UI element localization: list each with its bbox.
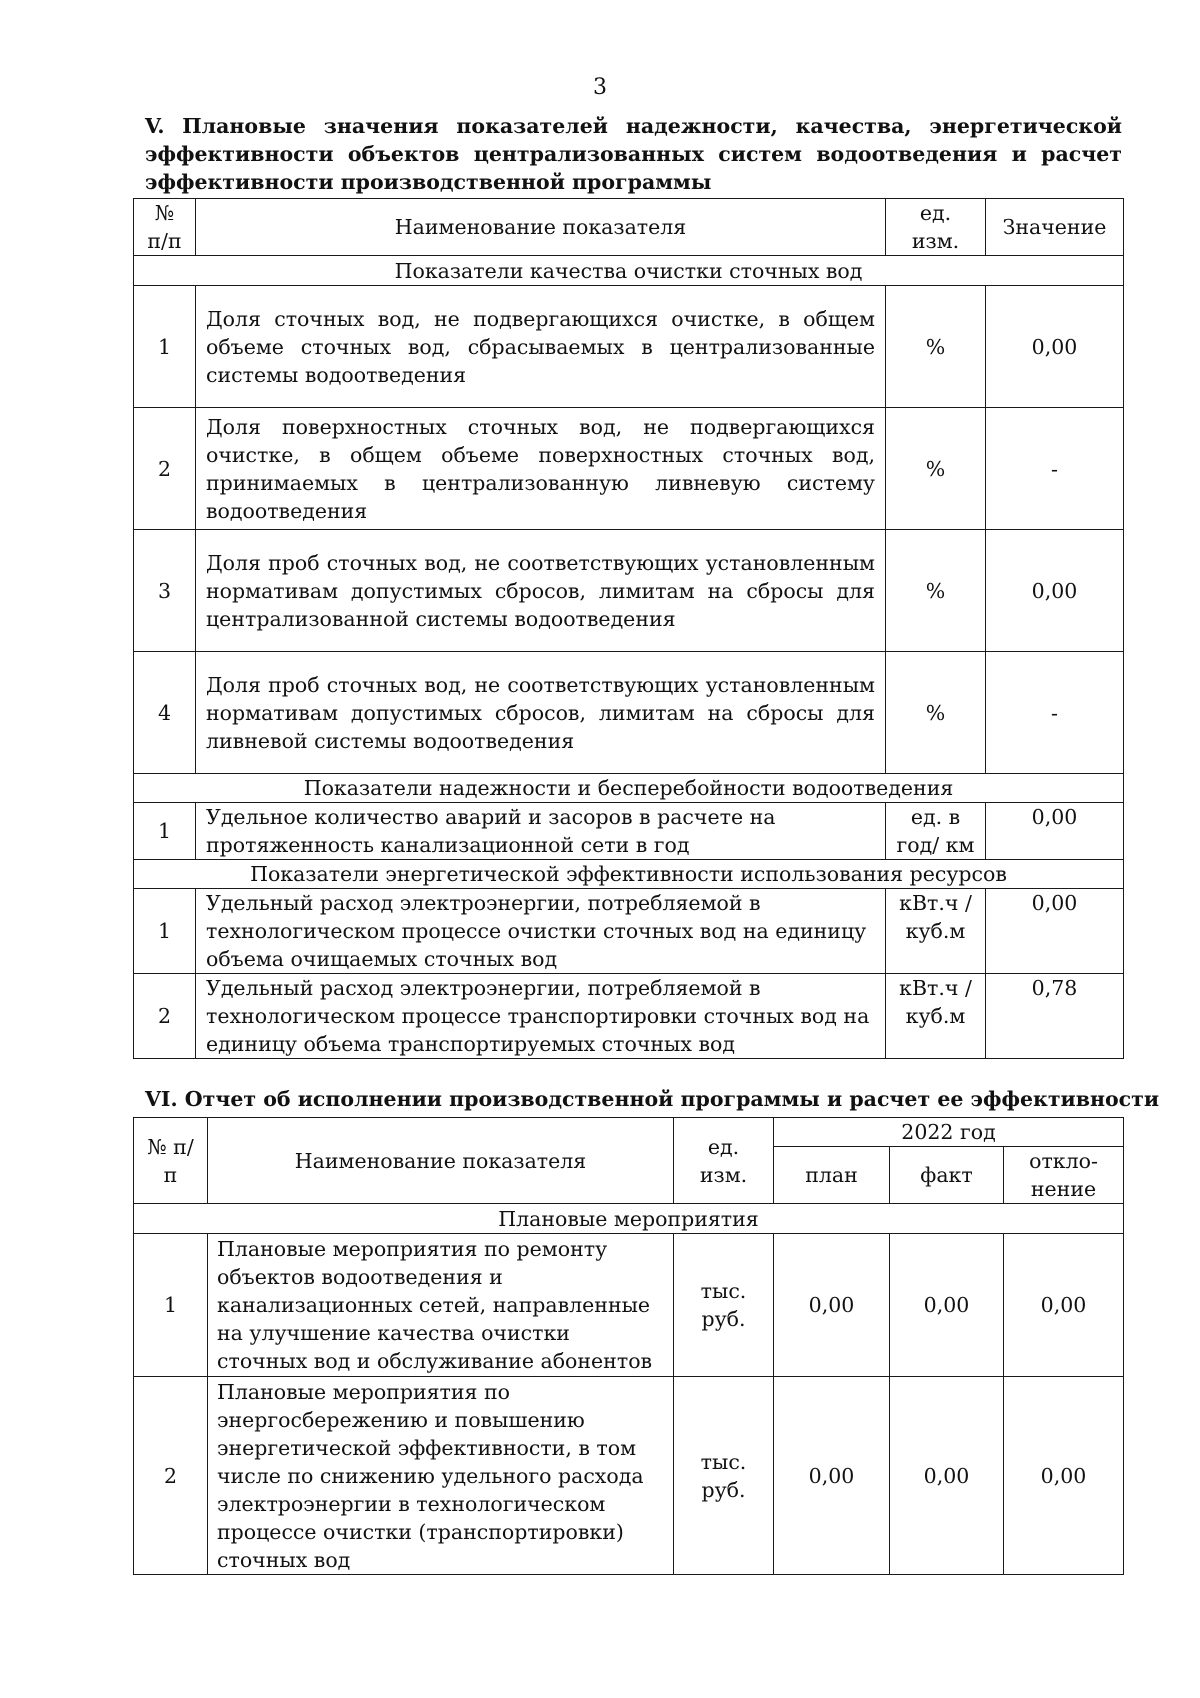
group-title-reliability: Показатели надежности и бесперебойности водоотведения bbox=[134, 774, 1124, 803]
section-5-title: V. Плановые значения показателей надежности, качества, энергетической эффективности объектов централизованных систем водоотведения и расчет эффективности производственной программы bbox=[145, 114, 1122, 194]
section-6-table bbox=[133, 1117, 1124, 1575]
row-value: 0,00 bbox=[986, 889, 1124, 974]
table-row bbox=[134, 889, 1124, 974]
table-row bbox=[134, 652, 1124, 774]
header-unit: ед. изм. bbox=[886, 199, 986, 256]
table-row bbox=[134, 1234, 1124, 1377]
row-unit: тыс. руб. bbox=[674, 1234, 774, 1377]
row-num: 1 bbox=[134, 286, 196, 408]
header-unit: ед. изм. bbox=[674, 1118, 774, 1204]
row-name: Доля сточных вод, не подвергающихся очистке, в общем объеме сточных вод, сбрасываемых в централизованные системы водоотведения bbox=[196, 286, 886, 408]
page-number: 3 bbox=[593, 75, 607, 100]
row-num: 2 bbox=[134, 1377, 208, 1575]
row-name: Удельный расход электроэнергии, потребляемой в технологическом процессе очистки сточных вод на единицу объема очищаемых сточных вод bbox=[196, 889, 886, 974]
table-row bbox=[134, 974, 1124, 1059]
row-num: 2 bbox=[134, 408, 196, 530]
table-row bbox=[134, 530, 1124, 652]
row-unit: % bbox=[886, 408, 986, 530]
header-num: № п/п bbox=[134, 199, 196, 256]
row-name: Удельный расход электроэнергии, потребляемой в технологическом процессе транспортировки сточных вод на единицу объема транспортируемых сточных вод bbox=[196, 974, 886, 1059]
group-title-planned: Плановые мероприятия bbox=[134, 1204, 1124, 1234]
row-unit: кВт.ч / куб.м bbox=[886, 974, 986, 1059]
row-name: Доля проб сточных вод, не соответствующих установленным нормативам допустимых сбросов, лимитам на сбросы для централизованной системы водоотведения bbox=[196, 530, 886, 652]
row-name: Доля проб сточных вод, не соответствующих установленным нормативам допустимых сбросов, лимитам на сбросы для ливневой системы водоотведения bbox=[196, 652, 886, 774]
row-unit: % bbox=[886, 652, 986, 774]
header-fact: факт bbox=[890, 1147, 1004, 1204]
table-header-row bbox=[134, 1118, 1124, 1147]
row-num: 1 bbox=[134, 889, 196, 974]
row-plan: 0,00 bbox=[774, 1234, 890, 1377]
row-num: 2 bbox=[134, 974, 196, 1059]
row-unit: тыс. руб. bbox=[674, 1377, 774, 1575]
header-name: Наименование показателя bbox=[208, 1118, 674, 1204]
row-num: 4 bbox=[134, 652, 196, 774]
row-plan: 0,00 bbox=[774, 1377, 890, 1575]
row-value: 0,00 bbox=[986, 530, 1124, 652]
table-row bbox=[134, 803, 1124, 860]
row-unit: % bbox=[886, 530, 986, 652]
header-plan: план bbox=[774, 1147, 890, 1204]
row-num: 1 bbox=[134, 803, 196, 860]
row-num: 3 bbox=[134, 530, 196, 652]
row-unit: кВт.ч / куб.м bbox=[886, 889, 986, 974]
row-fact: 0,00 bbox=[890, 1234, 1004, 1377]
group-title-energy: Показатели энергетической эффективности использования ресурсов bbox=[134, 860, 1124, 889]
row-value: - bbox=[986, 408, 1124, 530]
group-title-quality: Показатели качества очистки сточных вод bbox=[134, 256, 1124, 286]
row-deviation: 0,00 bbox=[1004, 1234, 1124, 1377]
header-num: № п/п bbox=[134, 1118, 208, 1204]
header-name: Наименование показателя bbox=[196, 199, 886, 256]
row-deviation: 0,00 bbox=[1004, 1377, 1124, 1575]
table-row bbox=[134, 408, 1124, 530]
row-value: 0,00 bbox=[986, 803, 1124, 860]
table-row bbox=[134, 286, 1124, 408]
row-fact: 0,00 bbox=[890, 1377, 1004, 1575]
row-unit: % bbox=[886, 286, 986, 408]
row-unit: ед. в год/ км bbox=[886, 803, 986, 860]
section-5-table bbox=[133, 198, 1124, 1059]
row-name: Удельное количество аварий и засоров в расчете на протяженность канализационной сети в год bbox=[196, 803, 886, 860]
row-value: 0,78 bbox=[986, 974, 1124, 1059]
row-value: 0,00 bbox=[986, 286, 1124, 408]
row-name: Плановые мероприятия по энергосбережению и повышению энергетической эффективности, в том числе по снижению удельного расхода электроэнергии в технологическом процессе очистки (транспортировки) сточных вод bbox=[208, 1377, 674, 1575]
row-num: 1 bbox=[134, 1234, 208, 1377]
row-name: Доля поверхностных сточных вод, не подвергающихся очистке, в общем объеме поверхностных сточных вод, принимаемых в централизованную ливневую систему водоотведения bbox=[196, 408, 886, 530]
table-header-row bbox=[134, 199, 1124, 256]
row-name: Плановые мероприятия по ремонту объектов водоотведения и канализационных сетей, направленные на улучшение качества очистки сточных вод и обслуживание абонентов bbox=[208, 1234, 674, 1377]
section-6-title: VI. Отчет об исполнении производственной программы и расчет ее эффективности bbox=[145, 1087, 1160, 1111]
table-row bbox=[134, 1377, 1124, 1575]
header-deviation: откло-нение bbox=[1004, 1147, 1124, 1204]
header-year: 2022 год bbox=[774, 1118, 1124, 1147]
header-value: Значение bbox=[986, 199, 1124, 256]
row-value: - bbox=[986, 652, 1124, 774]
